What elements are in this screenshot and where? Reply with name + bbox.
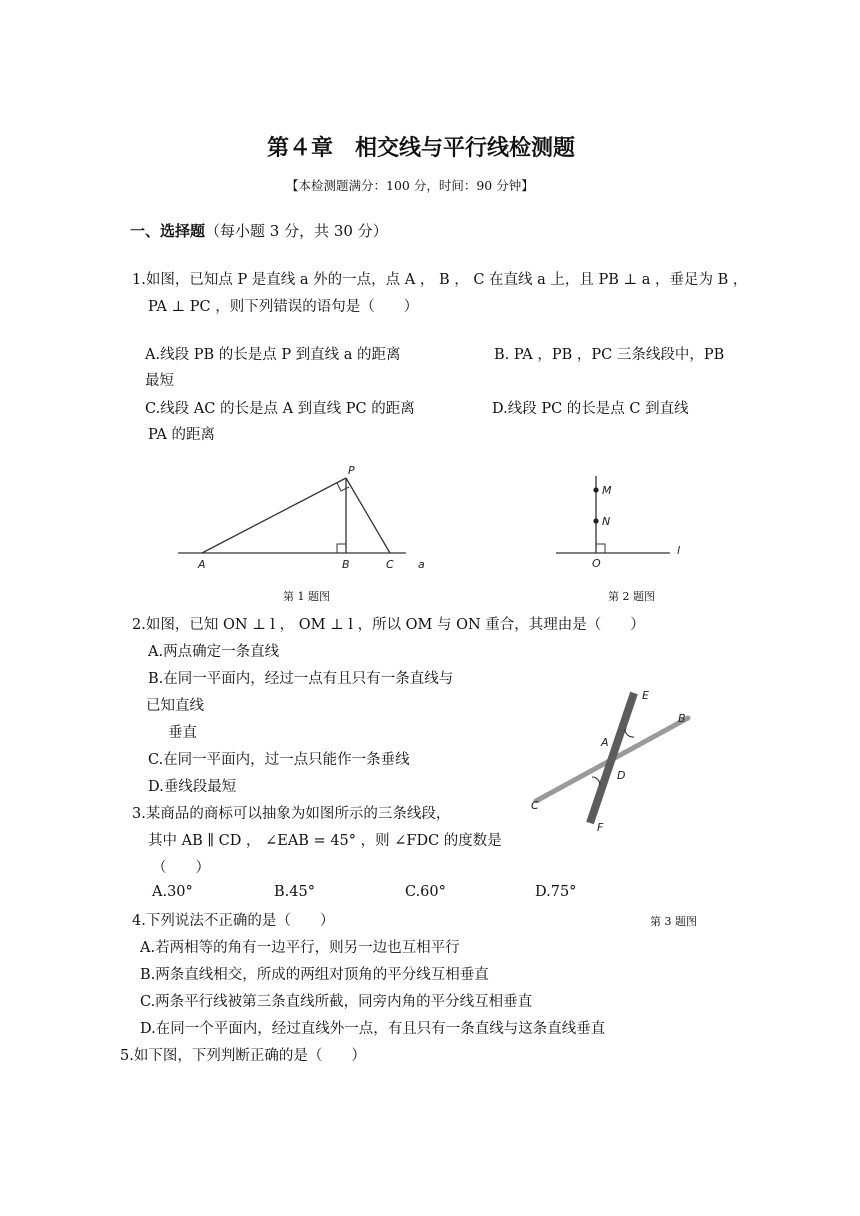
q1-stem-line2: PA ⊥ PC ，则下列错误的语句是（ ） — [148, 299, 419, 315]
fig3-label-a: A — [601, 736, 609, 749]
fig1-caption: 第 1 题图 — [283, 590, 330, 603]
fig1-label-b: B — [342, 558, 350, 571]
section-note: （每小题 3 分，共 30 分） — [205, 222, 388, 240]
page-title: 第４章 相交线与平行线检测题 — [267, 136, 576, 161]
fig3-label-d: D — [617, 769, 626, 782]
fig2-label-o: O — [592, 557, 601, 570]
q1-option-b: B. PA ，PB ，PC 三条线段中，PB — [494, 347, 725, 363]
q2-option-d: D.垂线段最短 — [148, 779, 237, 795]
q5-stem: 5.如下图，下列判断正确的是（ ） — [120, 1048, 366, 1064]
q2-option-b: B.在同一平面内，经过一点有且只有一条直线与 — [148, 671, 454, 687]
fig3-label-f: F — [597, 821, 604, 834]
fig3-label-b: B — [678, 712, 686, 725]
q4-option-d: D.在同一个平面内，经过直线外一点，有且只有一条直线与这条直线垂直 — [140, 1021, 606, 1037]
q1-option-b-cont: 最短 — [145, 373, 174, 389]
section-title: 一、选择题 — [130, 222, 206, 240]
q2-option-c: C.在同一平面内，过一点只能作一条垂线 — [148, 752, 410, 768]
q3-stem-line3: （ ） — [152, 860, 210, 876]
q4-option-a: A.若两相等的角有一边平行，则另一边也互相平行 — [140, 940, 460, 956]
q4-stem: 4.下列说法不正确的是（ ） — [132, 913, 335, 929]
figure-1 — [170, 460, 440, 575]
fig1-label-a-line: a — [418, 558, 425, 571]
q1-option-d: D.线段 PC 的长是点 C 到直线 — [492, 401, 689, 417]
fig3-label-e: E — [642, 689, 649, 702]
figure-3 — [520, 685, 720, 835]
q4-option-c: C.两条平行线被第三条直线所截，同旁内角的平分线互相垂直 — [140, 994, 533, 1010]
q3-option-c: C.60° — [405, 884, 446, 900]
q1-stem-line1: 1.如图，已知点 P 是直线 a 外的一点，点 A ， B ， C 在直线 a 上，且 PB ⊥ a ，垂足为 B ， — [132, 272, 748, 288]
fig3-label-c: C — [531, 799, 539, 812]
exam-meta: 【本检测题满分：100 分，时间：90 分钟】 — [286, 178, 534, 193]
q1-option-a: A.线段 PB 的长是点 P 到直线 a 的距离 — [145, 347, 401, 363]
q2-option-b-cont: 已知直线 — [146, 698, 204, 714]
q3-option-d: D.75° — [535, 884, 577, 900]
q2-option-b-cont2: 垂直 — [168, 725, 197, 741]
fig2-label-n: N — [602, 515, 611, 528]
q3-option-a: A.30° — [152, 884, 193, 900]
q2-stem: 2.如图，已知 ON ⊥ l ， OM ⊥ l ，所以 OM 与 ON 重合，其理由是（ ） — [132, 617, 645, 633]
q3-option-b: B.45° — [274, 884, 315, 900]
fig1-label-c: C — [386, 558, 394, 571]
q1-option-c: C.线段 AC 的长是点 A 到直线 PC 的距离 — [145, 401, 415, 417]
fig2-label-m: M — [602, 484, 612, 497]
fig2-label-l: l — [677, 544, 681, 557]
q1-option-d-cont: PA 的距离 — [148, 427, 216, 443]
fig1-label-p: P — [348, 464, 355, 477]
q3-stem-line1: 3.某商品的商标可以抽象为如图所示的三条线段， — [132, 806, 451, 822]
figure-2 — [550, 468, 690, 573]
q3-stem-line2: 其中 AB ∥ CD ， ∠EAB = 45° ，则 ∠FDC 的度数是 — [148, 833, 502, 849]
q4-option-b: B.两条直线相交，所成的两组对顶角的平分线互相垂直 — [140, 967, 489, 983]
fig3-caption: 第 3 题图 — [650, 915, 697, 928]
fig2-caption: 第 2 题图 — [608, 590, 655, 603]
q2-option-a: A.两点确定一条直线 — [148, 644, 280, 660]
fig1-label-a: A — [198, 558, 206, 571]
section-heading — [130, 220, 388, 241]
